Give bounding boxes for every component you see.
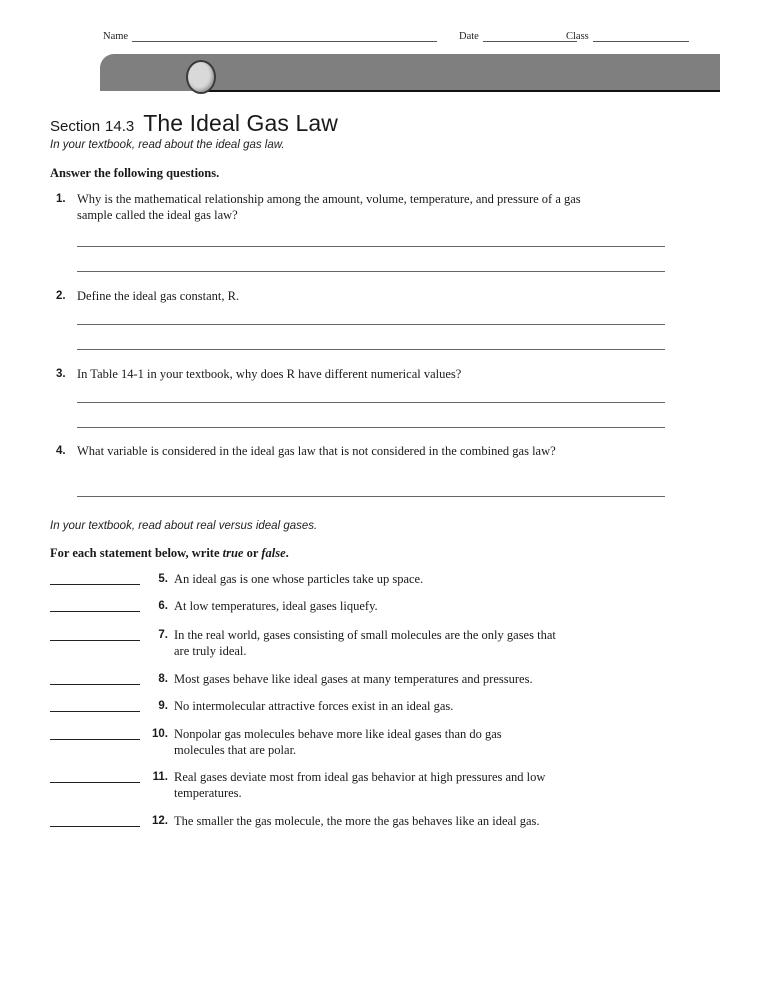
directions-false: false [261,546,286,560]
name-field[interactable] [103,31,437,42]
name-input-line[interactable] [132,31,437,42]
reading-instruction-1: In your textbook, read about the ideal gas law. [50,139,285,151]
statement-text: In the real world, gases consisting of small molecules are the only gases that are truly ideal. [174,628,556,658]
answer-blank[interactable] [50,711,140,712]
question-text: In Table 14-1 in your textbook, why does R have different numerical values? [77,367,462,381]
answer-line[interactable] [77,271,665,272]
answer-blank[interactable] [50,684,140,685]
section-title [50,110,338,137]
directions-2 [50,546,289,561]
statement-number: 7. [158,629,168,641]
statement-number: 6. [158,600,168,612]
date-label: Date [459,31,479,42]
statement-text: An ideal gas is one whose particles take up space. [174,572,424,586]
question-text: What variable is considered in the ideal gas law that is not considered in the combined gas law? [77,444,556,458]
statement-text: Nonpolar gas molecules behave more like ideal gases than do gas molecules that are polar. [174,727,502,757]
question-1 [56,191,616,223]
class-input-line[interactable] [593,31,689,42]
statement-number: 10. [152,728,168,740]
date-input-line[interactable] [483,31,577,42]
question-4 [56,443,576,459]
question-text: Why is the mathematical relationship among the amount, volume, temperature, and pressure of a gas sample called the ideal gas law? [77,192,581,222]
section-number: 14.3 [105,118,135,135]
directions-1: Answer the following questions. [50,166,220,180]
answer-line[interactable] [77,349,665,350]
section-label: Section [50,118,101,135]
question-2 [56,288,616,304]
statement-number: 11. [152,771,168,783]
date-field[interactable] [459,31,577,42]
directions-or: or [243,546,262,560]
answer-line[interactable] [77,496,665,497]
reading-instruction-2: In your textbook, read about real versus ideal gases. [50,520,318,532]
statement-number: 5. [158,573,168,585]
directions-true: true [222,546,244,560]
banner-underline [200,90,720,92]
statement-text: At low temperatures, ideal gases liquefy. [174,599,378,613]
question-number: 3. [56,368,66,380]
page-title: The Ideal Gas Law [143,110,339,136]
statement-number: 12. [152,815,168,827]
statement-text: Real gases deviate most from ideal gas behavior at high pressures and low temperatures. [174,770,546,800]
name-label: Name [103,31,129,42]
answer-line[interactable] [77,246,665,247]
answer-blank[interactable] [50,739,140,740]
question-number: 2. [56,290,66,302]
question-text: Define the ideal gas constant, R. [77,289,240,303]
statement-text: No intermolecular attractive forces exist in an ideal gas. [174,699,454,713]
question-number: 1. [56,193,66,205]
statement-number: 9. [158,700,168,712]
question-3 [56,366,616,382]
statement-text: Most gases behave like ideal gases at many temperatures and pressures. [174,672,533,686]
directions-text: For each statement below, write [50,546,223,560]
answer-line[interactable] [77,427,665,428]
answer-blank[interactable] [50,584,140,585]
directions-suffix: . [285,546,289,560]
statement-text: The smaller the gas molecule, the more the gas behaves like an ideal gas. [174,814,540,828]
answer-line[interactable] [77,324,665,325]
statement-number: 8. [158,673,168,685]
answer-blank[interactable] [50,826,140,827]
class-label: Class [566,31,589,42]
question-number: 4. [56,445,66,457]
banner-circle-icon [186,60,216,94]
answer-blank[interactable] [50,782,140,783]
class-field[interactable] [566,31,689,42]
answer-blank[interactable] [50,611,140,612]
answer-line[interactable] [77,402,665,403]
answer-blank[interactable] [50,640,140,641]
